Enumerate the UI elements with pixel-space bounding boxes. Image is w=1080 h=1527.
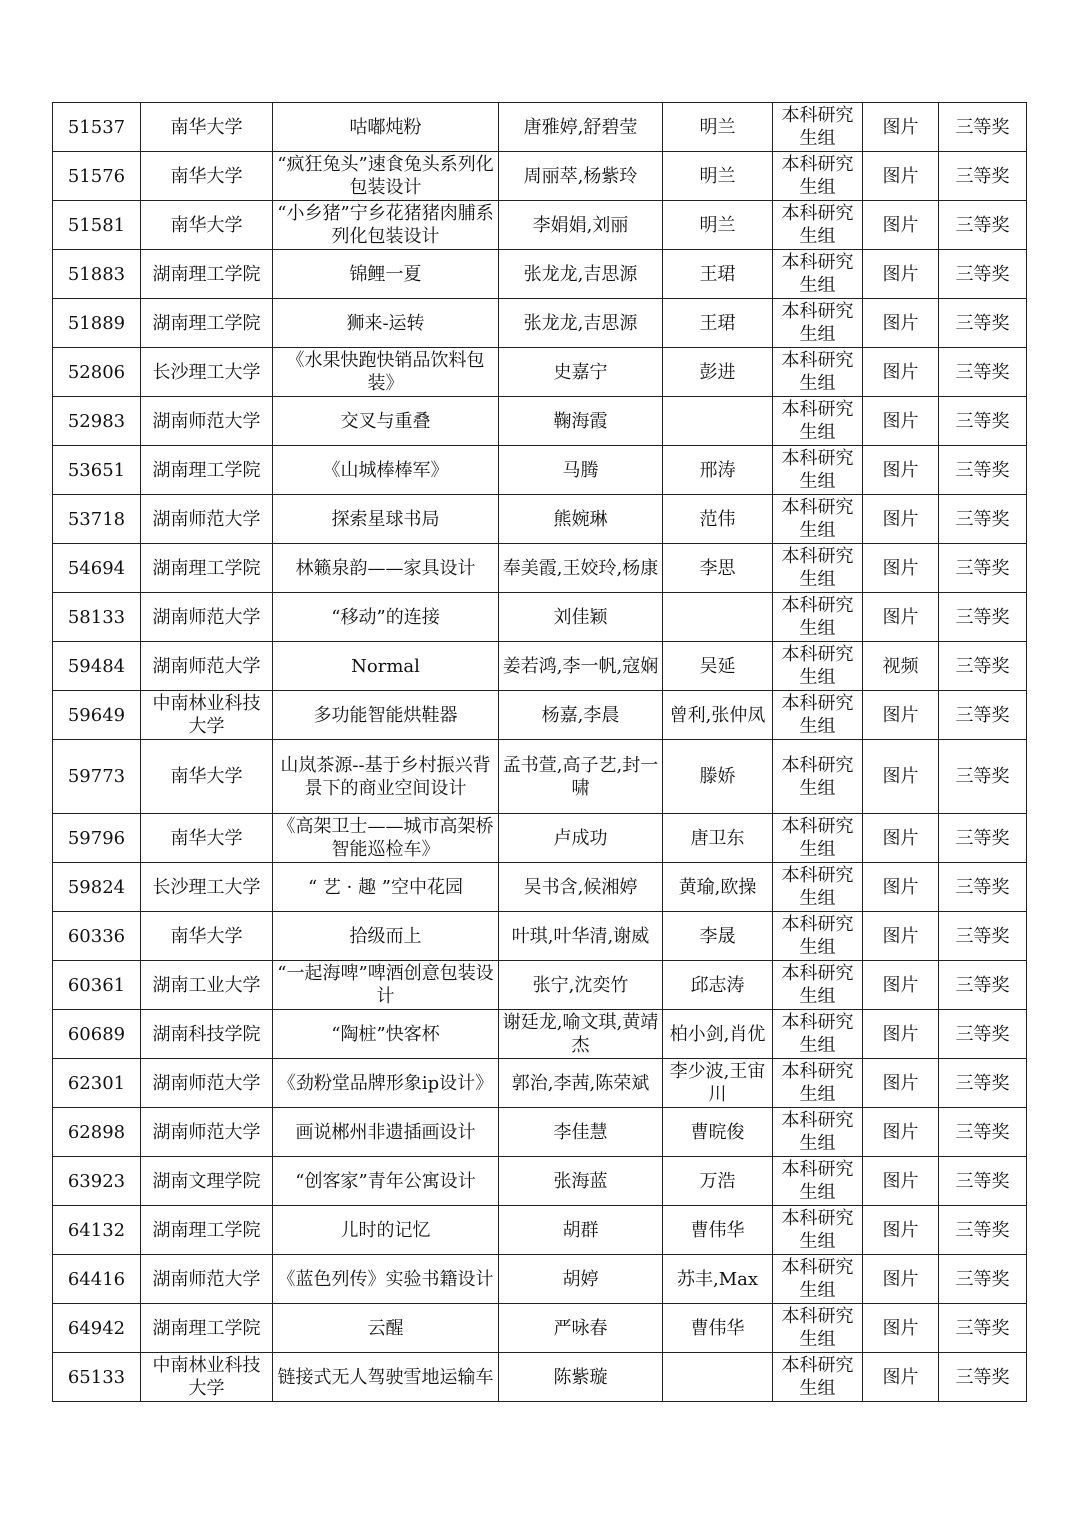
authors-cell: 郭治,李茜,陈荣斌 xyxy=(499,1059,663,1108)
advisor-cell: 范伟 xyxy=(663,495,773,544)
group-cell: 本科研究生组 xyxy=(773,250,863,299)
school-cell: 湖南理工学院 xyxy=(141,1206,273,1255)
work-title-cell: “疯狂兔头”速食兔头系列化包装设计 xyxy=(273,152,499,201)
work-title-cell: 狮来-运转 xyxy=(273,299,499,348)
school-cell: 中南林业科技大学 xyxy=(141,691,273,740)
entry-id-cell: 59796 xyxy=(53,814,141,863)
award-cell: 三等奖 xyxy=(939,1010,1027,1059)
work-title-cell: 《水果快跑快销品饮料包装》 xyxy=(273,348,499,397)
work-type-cell: 图片 xyxy=(863,1255,939,1304)
table-row xyxy=(53,1157,1027,1206)
table-row xyxy=(53,1353,1027,1402)
work-title-cell: 《高架卫士——城市高架桥智能巡检车》 xyxy=(273,814,499,863)
advisor-cell xyxy=(663,397,773,446)
advisor-cell: 明兰 xyxy=(663,201,773,250)
group-cell: 本科研究生组 xyxy=(773,152,863,201)
award-cell: 三等奖 xyxy=(939,397,1027,446)
group-cell: 本科研究生组 xyxy=(773,103,863,152)
table-row xyxy=(53,1108,1027,1157)
entry-id-cell: 51889 xyxy=(53,299,141,348)
authors-cell: 熊婉琳 xyxy=(499,495,663,544)
group-cell: 本科研究生组 xyxy=(773,397,863,446)
work-type-cell: 图片 xyxy=(863,1206,939,1255)
work-title-cell: Normal xyxy=(273,642,499,691)
school-cell: 湖南师范大学 xyxy=(141,1108,273,1157)
work-type-cell: 图片 xyxy=(863,912,939,961)
award-cell: 三等奖 xyxy=(939,1206,1027,1255)
work-title-cell: “移动”的连接 xyxy=(273,593,499,642)
school-cell: 南华大学 xyxy=(141,103,273,152)
group-cell: 本科研究生组 xyxy=(773,593,863,642)
work-type-cell: 图片 xyxy=(863,397,939,446)
entry-id-cell: 63923 xyxy=(53,1157,141,1206)
work-type-cell: 图片 xyxy=(863,1353,939,1402)
award-table-body xyxy=(53,103,1027,1402)
entry-id-cell: 64132 xyxy=(53,1206,141,1255)
table-row xyxy=(53,691,1027,740)
table-row xyxy=(53,495,1027,544)
school-cell: 湖南师范大学 xyxy=(141,397,273,446)
work-type-cell: 图片 xyxy=(863,1059,939,1108)
table-row xyxy=(53,1255,1027,1304)
group-cell: 本科研究生组 xyxy=(773,1059,863,1108)
advisor-cell: 曾利,张仲凤 xyxy=(663,691,773,740)
work-title-cell: 咕嘟炖粉 xyxy=(273,103,499,152)
award-cell: 三等奖 xyxy=(939,103,1027,152)
group-cell: 本科研究生组 xyxy=(773,691,863,740)
work-type-cell: 图片 xyxy=(863,299,939,348)
advisor-cell: 李少波,王宙川 xyxy=(663,1059,773,1108)
entry-id-cell: 52806 xyxy=(53,348,141,397)
table-row xyxy=(53,593,1027,642)
school-cell: 湖南师范大学 xyxy=(141,593,273,642)
work-title-cell: 拾级而上 xyxy=(273,912,499,961)
authors-cell: 张龙龙,吉思源 xyxy=(499,250,663,299)
school-cell: 湖南文理学院 xyxy=(141,1157,273,1206)
school-cell: 湖南师范大学 xyxy=(141,495,273,544)
school-cell: 中南林业科技大学 xyxy=(141,1353,273,1402)
award-cell: 三等奖 xyxy=(939,250,1027,299)
work-title-cell: “一起海啤”啤酒创意包装设计 xyxy=(273,961,499,1010)
table-row xyxy=(53,397,1027,446)
table-row xyxy=(53,250,1027,299)
work-title-cell: 儿时的记忆 xyxy=(273,1206,499,1255)
school-cell: 湖南师范大学 xyxy=(141,1255,273,1304)
work-type-cell: 图片 xyxy=(863,152,939,201)
group-cell: 本科研究生组 xyxy=(773,814,863,863)
advisor-cell: 曹伟华 xyxy=(663,1206,773,1255)
entry-id-cell: 64416 xyxy=(53,1255,141,1304)
authors-cell: 孟书萱,高子艺,封一啸 xyxy=(499,740,663,814)
work-type-cell: 图片 xyxy=(863,201,939,250)
work-title-cell: 锦鲤一夏 xyxy=(273,250,499,299)
work-type-cell: 图片 xyxy=(863,495,939,544)
authors-cell: 胡婷 xyxy=(499,1255,663,1304)
authors-cell: 唐雅婷,舒碧莹 xyxy=(499,103,663,152)
entry-id-cell: 51883 xyxy=(53,250,141,299)
work-title-cell: 链接式无人驾驶雪地运输车 xyxy=(273,1353,499,1402)
group-cell: 本科研究生组 xyxy=(773,1255,863,1304)
group-cell: 本科研究生组 xyxy=(773,1353,863,1402)
authors-cell: 马腾 xyxy=(499,446,663,495)
table-row xyxy=(53,642,1027,691)
entry-id-cell: 60336 xyxy=(53,912,141,961)
table-row xyxy=(53,446,1027,495)
entry-id-cell: 51537 xyxy=(53,103,141,152)
school-cell: 湖南理工学院 xyxy=(141,299,273,348)
group-cell: 本科研究生组 xyxy=(773,1206,863,1255)
advisor-cell: 王珺 xyxy=(663,250,773,299)
advisor-cell: 李思 xyxy=(663,544,773,593)
school-cell: 长沙理工大学 xyxy=(141,348,273,397)
entry-id-cell: 51581 xyxy=(53,201,141,250)
school-cell: 湖南师范大学 xyxy=(141,1059,273,1108)
work-type-cell: 图片 xyxy=(863,863,939,912)
entry-id-cell: 59773 xyxy=(53,740,141,814)
entry-id-cell: 59649 xyxy=(53,691,141,740)
work-title-cell: 《山城棒棒军》 xyxy=(273,446,499,495)
work-type-cell: 图片 xyxy=(863,1108,939,1157)
entry-id-cell: 64942 xyxy=(53,1304,141,1353)
entry-id-cell: 62898 xyxy=(53,1108,141,1157)
group-cell: 本科研究生组 xyxy=(773,1010,863,1059)
table-row xyxy=(53,1059,1027,1108)
award-cell: 三等奖 xyxy=(939,593,1027,642)
entry-id-cell: 52983 xyxy=(53,397,141,446)
work-type-cell: 图片 xyxy=(863,814,939,863)
group-cell: 本科研究生组 xyxy=(773,348,863,397)
advisor-cell: 柏小剑,肖优 xyxy=(663,1010,773,1059)
authors-cell: 李娟娟,刘丽 xyxy=(499,201,663,250)
authors-cell: 李佳慧 xyxy=(499,1108,663,1157)
authors-cell: 史嘉宁 xyxy=(499,348,663,397)
advisor-cell: 苏丰,Max xyxy=(663,1255,773,1304)
award-cell: 三等奖 xyxy=(939,495,1027,544)
authors-cell: 卢成功 xyxy=(499,814,663,863)
award-cell: 三等奖 xyxy=(939,1157,1027,1206)
table-row xyxy=(53,1010,1027,1059)
work-title-cell: 林籁泉韵——家具设计 xyxy=(273,544,499,593)
advisor-cell: 邱志涛 xyxy=(663,961,773,1010)
table-row xyxy=(53,103,1027,152)
table-row xyxy=(53,912,1027,961)
advisor-cell: 李晟 xyxy=(663,912,773,961)
entry-id-cell: 60689 xyxy=(53,1010,141,1059)
entry-id-cell: 60361 xyxy=(53,961,141,1010)
entry-id-cell: 58133 xyxy=(53,593,141,642)
award-cell: 三等奖 xyxy=(939,912,1027,961)
advisor-cell: 彭进 xyxy=(663,348,773,397)
entry-id-cell: 51576 xyxy=(53,152,141,201)
authors-cell: 杨嘉,李晨 xyxy=(499,691,663,740)
table-row xyxy=(53,1206,1027,1255)
authors-cell: 奉美霞,王姣玲,杨康 xyxy=(499,544,663,593)
work-title-cell: “创客家”青年公寓设计 xyxy=(273,1157,499,1206)
award-cell: 三等奖 xyxy=(939,1304,1027,1353)
award-table xyxy=(52,102,1027,1402)
advisor-cell: 吴延 xyxy=(663,642,773,691)
table-row xyxy=(53,961,1027,1010)
table-row xyxy=(53,1304,1027,1353)
work-type-cell: 图片 xyxy=(863,691,939,740)
school-cell: 南华大学 xyxy=(141,740,273,814)
advisor-cell: 邢涛 xyxy=(663,446,773,495)
work-title-cell: “陶桩”快客杯 xyxy=(273,1010,499,1059)
work-title-cell: “小乡猪”宁乡花猪猪肉脯系列化包装设计 xyxy=(273,201,499,250)
advisor-cell: 明兰 xyxy=(663,152,773,201)
work-type-cell: 图片 xyxy=(863,1304,939,1353)
award-cell: 三等奖 xyxy=(939,299,1027,348)
award-cell: 三等奖 xyxy=(939,691,1027,740)
group-cell: 本科研究生组 xyxy=(773,1157,863,1206)
work-type-cell: 图片 xyxy=(863,961,939,1010)
work-type-cell: 视频 xyxy=(863,642,939,691)
authors-cell: 鞠海霞 xyxy=(499,397,663,446)
entry-id-cell: 54694 xyxy=(53,544,141,593)
work-type-cell: 图片 xyxy=(863,593,939,642)
school-cell: 湖南理工学院 xyxy=(141,544,273,593)
advisor-cell: 曹晥俊 xyxy=(663,1108,773,1157)
authors-cell: 刘佳颖 xyxy=(499,593,663,642)
work-title-cell: 《劲粉堂品牌形象ip设计》 xyxy=(273,1059,499,1108)
advisor-cell: 明兰 xyxy=(663,103,773,152)
authors-cell: 张宁,沈奕竹 xyxy=(499,961,663,1010)
table-row xyxy=(53,814,1027,863)
entry-id-cell: 62301 xyxy=(53,1059,141,1108)
advisor-cell: 唐卫东 xyxy=(663,814,773,863)
award-cell: 三等奖 xyxy=(939,1255,1027,1304)
entry-id-cell: 65133 xyxy=(53,1353,141,1402)
advisor-cell: 万浩 xyxy=(663,1157,773,1206)
table-row xyxy=(53,544,1027,593)
group-cell: 本科研究生组 xyxy=(773,1304,863,1353)
award-cell: 三等奖 xyxy=(939,152,1027,201)
table-row xyxy=(53,740,1027,814)
group-cell: 本科研究生组 xyxy=(773,863,863,912)
award-cell: 三等奖 xyxy=(939,740,1027,814)
advisor-cell: 黄瑜,欧操 xyxy=(663,863,773,912)
advisor-cell: 王珺 xyxy=(663,299,773,348)
authors-cell: 姜若鸿,李一帆,寇娴 xyxy=(499,642,663,691)
school-cell: 南华大学 xyxy=(141,201,273,250)
table-row xyxy=(53,348,1027,397)
group-cell: 本科研究生组 xyxy=(773,495,863,544)
work-title-cell: 交叉与重叠 xyxy=(273,397,499,446)
award-cell: 三等奖 xyxy=(939,1108,1027,1157)
table-row xyxy=(53,299,1027,348)
authors-cell: 张龙龙,吉思源 xyxy=(499,299,663,348)
school-cell: 南华大学 xyxy=(141,814,273,863)
school-cell: 湖南理工学院 xyxy=(141,1304,273,1353)
group-cell: 本科研究生组 xyxy=(773,446,863,495)
school-cell: 南华大学 xyxy=(141,152,273,201)
work-title-cell: 《蓝色列传》实验书籍设计 xyxy=(273,1255,499,1304)
authors-cell: 陈紫璇 xyxy=(499,1353,663,1402)
group-cell: 本科研究生组 xyxy=(773,642,863,691)
work-type-cell: 图片 xyxy=(863,446,939,495)
authors-cell: 周丽萃,杨紫玲 xyxy=(499,152,663,201)
advisor-cell xyxy=(663,593,773,642)
school-cell: 湖南科技学院 xyxy=(141,1010,273,1059)
entry-id-cell: 59484 xyxy=(53,642,141,691)
work-title-cell: 云醒 xyxy=(273,1304,499,1353)
authors-cell: 叶琪,叶华清,谢威 xyxy=(499,912,663,961)
work-title-cell: 山岚茶源--基于乡村振兴背景下的商业空间设计 xyxy=(273,740,499,814)
entry-id-cell: 53651 xyxy=(53,446,141,495)
school-cell: 湖南工业大学 xyxy=(141,961,273,1010)
award-cell: 三等奖 xyxy=(939,642,1027,691)
school-cell: 湖南理工学院 xyxy=(141,250,273,299)
group-cell: 本科研究生组 xyxy=(773,544,863,593)
award-cell: 三等奖 xyxy=(939,814,1027,863)
authors-cell: 吴书含,候湘婷 xyxy=(499,863,663,912)
table-row xyxy=(53,201,1027,250)
group-cell: 本科研究生组 xyxy=(773,1108,863,1157)
award-cell: 三等奖 xyxy=(939,201,1027,250)
work-title-cell: 多功能智能烘鞋器 xyxy=(273,691,499,740)
work-title-cell: “ 艺 · 趣 ”空中花园 xyxy=(273,863,499,912)
award-cell: 三等奖 xyxy=(939,1353,1027,1402)
work-type-cell: 图片 xyxy=(863,103,939,152)
advisor-cell: 滕娇 xyxy=(663,740,773,814)
award-cell: 三等奖 xyxy=(939,961,1027,1010)
award-cell: 三等奖 xyxy=(939,446,1027,495)
group-cell: 本科研究生组 xyxy=(773,961,863,1010)
school-cell: 湖南理工学院 xyxy=(141,446,273,495)
table-row xyxy=(53,152,1027,201)
school-cell: 南华大学 xyxy=(141,912,273,961)
advisor-cell xyxy=(663,1353,773,1402)
work-title-cell: 探索星球书局 xyxy=(273,495,499,544)
entry-id-cell: 59824 xyxy=(53,863,141,912)
work-type-cell: 图片 xyxy=(863,1157,939,1206)
table-row xyxy=(53,863,1027,912)
group-cell: 本科研究生组 xyxy=(773,201,863,250)
advisor-cell: 曹伟华 xyxy=(663,1304,773,1353)
award-cell: 三等奖 xyxy=(939,1059,1027,1108)
group-cell: 本科研究生组 xyxy=(773,912,863,961)
work-type-cell: 图片 xyxy=(863,348,939,397)
work-title-cell: 画说郴州非遗插画设计 xyxy=(273,1108,499,1157)
authors-cell: 张海蓝 xyxy=(499,1157,663,1206)
work-type-cell: 图片 xyxy=(863,250,939,299)
work-type-cell: 图片 xyxy=(863,740,939,814)
award-cell: 三等奖 xyxy=(939,348,1027,397)
school-cell: 湖南师范大学 xyxy=(141,642,273,691)
award-cell: 三等奖 xyxy=(939,544,1027,593)
award-cell: 三等奖 xyxy=(939,863,1027,912)
work-type-cell: 图片 xyxy=(863,544,939,593)
group-cell: 本科研究生组 xyxy=(773,299,863,348)
authors-cell: 谢廷龙,喻文琪,黄靖杰 xyxy=(499,1010,663,1059)
group-cell: 本科研究生组 xyxy=(773,740,863,814)
school-cell: 长沙理工大学 xyxy=(141,863,273,912)
work-type-cell: 图片 xyxy=(863,1010,939,1059)
entry-id-cell: 53718 xyxy=(53,495,141,544)
authors-cell: 严咏春 xyxy=(499,1304,663,1353)
authors-cell: 胡群 xyxy=(499,1206,663,1255)
